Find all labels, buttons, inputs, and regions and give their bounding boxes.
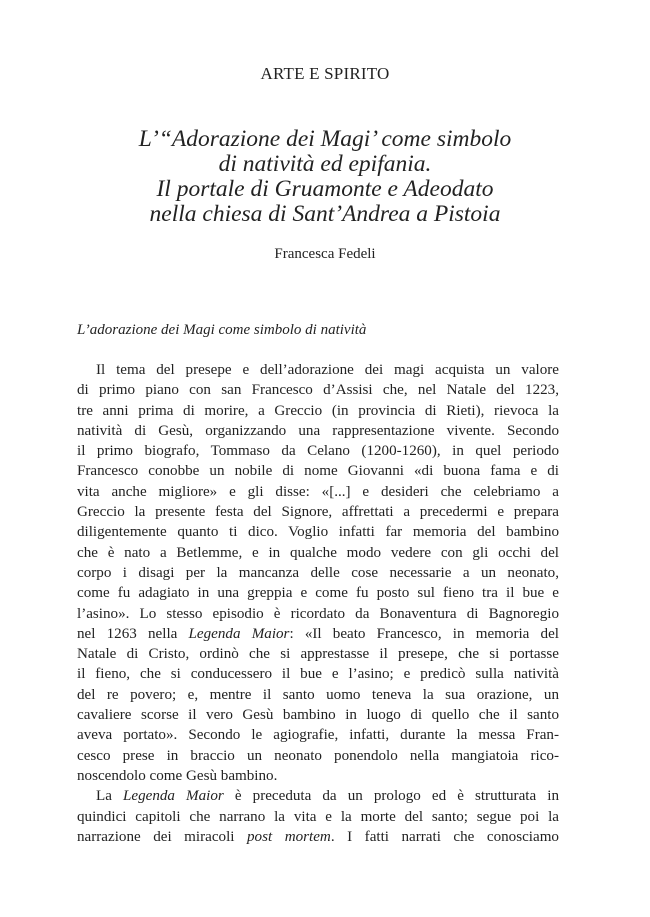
italic-title: Legenda Maior [188, 625, 290, 642]
text-line: del re povero; e, mentre il santo uomo teneva la sua orazione, un [77, 686, 559, 703]
text-segment: . I fatti narrati che conosciamo [330, 828, 559, 845]
section-subheading: L’adorazione dei Magi come simbolo di natività [77, 322, 367, 338]
text-segment: è preceduta da un prologo ed è strutturata in [223, 788, 559, 805]
text-line: corpo i disagi per la mancanza delle cose necessarie a un neonato, [77, 564, 559, 581]
text-line [77, 624, 559, 644]
text-segment: : «Il beato Francesco, in memoria del [289, 625, 559, 642]
text-line: cavaliere scorse il vero Gesù bambino in luogo di quello che il santo [77, 707, 559, 724]
text-line: Francesco conobbe un nobile di nome Giovanni «di buona fama e di [77, 463, 559, 480]
text-line: come fu adagiato in una greppia e come fu posto sul fieno tra il bue e [77, 585, 559, 602]
text-line: quindici capitoli che narrano la vita e la morte del santo; segue poi la [77, 808, 559, 825]
text-line: che è nato a Betlemme, e in qualche modo vedere con gli occhi del [77, 544, 559, 561]
text-line [77, 786, 559, 806]
text-segment: La [96, 788, 123, 805]
body-text [77, 360, 559, 847]
text-segment: nel 1263 nella [77, 625, 189, 642]
text-line: cesco prese in braccio un neonato ponendolo nella mangiatoia rico- [77, 747, 559, 764]
text-line: vita anche migliore» e gli disse: «[...] e desideri che celebriamo a [77, 483, 559, 500]
text-line: natività di Gesù, organizzando una rappresentazione vivente. Secondo [77, 422, 559, 439]
text-line: il fieno, che si conducessero il bue e l’asino; e predicò sulla natività [77, 666, 559, 683]
title-line: di natività ed epifania. [218, 151, 432, 177]
title-line: nella chiesa di Sant’Andrea a Pistoia [149, 201, 501, 227]
text-line: diligentemente quanto ti dico. Voglio infatti far memoria del bambino [77, 524, 559, 541]
text-line: tre anni prima di morire, a Greccio (in provincia di Rieti), rievoca la [77, 402, 559, 419]
title-line: L’“Adorazione dei Magi’ come simbolo [138, 126, 512, 152]
text-line [77, 827, 559, 847]
italic-title: Legenda Maior [123, 788, 224, 805]
text-line: l’asino». Lo stesso episodio è ricordato da Bonaventura di Bagnoregio [77, 605, 559, 622]
article-title [0, 127, 650, 227]
title-line: Il portale di Gruamonte e Adeodato [156, 176, 494, 202]
text-segment: narrazione dei miracoli [77, 828, 247, 845]
text-line: noscendolo come Gesù bambino. [77, 767, 278, 784]
section-header: ARTE E SPIRITO [260, 64, 390, 83]
text-line: aveva portato». Secondo le agiografie, infatti, durante la messa Fran- [77, 727, 559, 744]
text-line: Il tema del presepe e dell’adorazione dei magi acquista un valore [96, 362, 559, 378]
italic-term: post mortem [247, 828, 331, 845]
text-line: Greccio la presente festa del Signore, affrettati a precedermi e prepara [77, 504, 559, 521]
text-line: di primo piano con san Francesco d’Assisi che, nel Natale del 1223, [77, 382, 559, 399]
text-line: il primo biografo, Tommaso da Celano (1200-1260), in quel periodo [77, 443, 559, 460]
author-name: Francesca Fedeli [274, 246, 376, 262]
text-line: Natale di Cristo, ordinò che si apprestasse il presepe, che si portasse [77, 646, 559, 663]
